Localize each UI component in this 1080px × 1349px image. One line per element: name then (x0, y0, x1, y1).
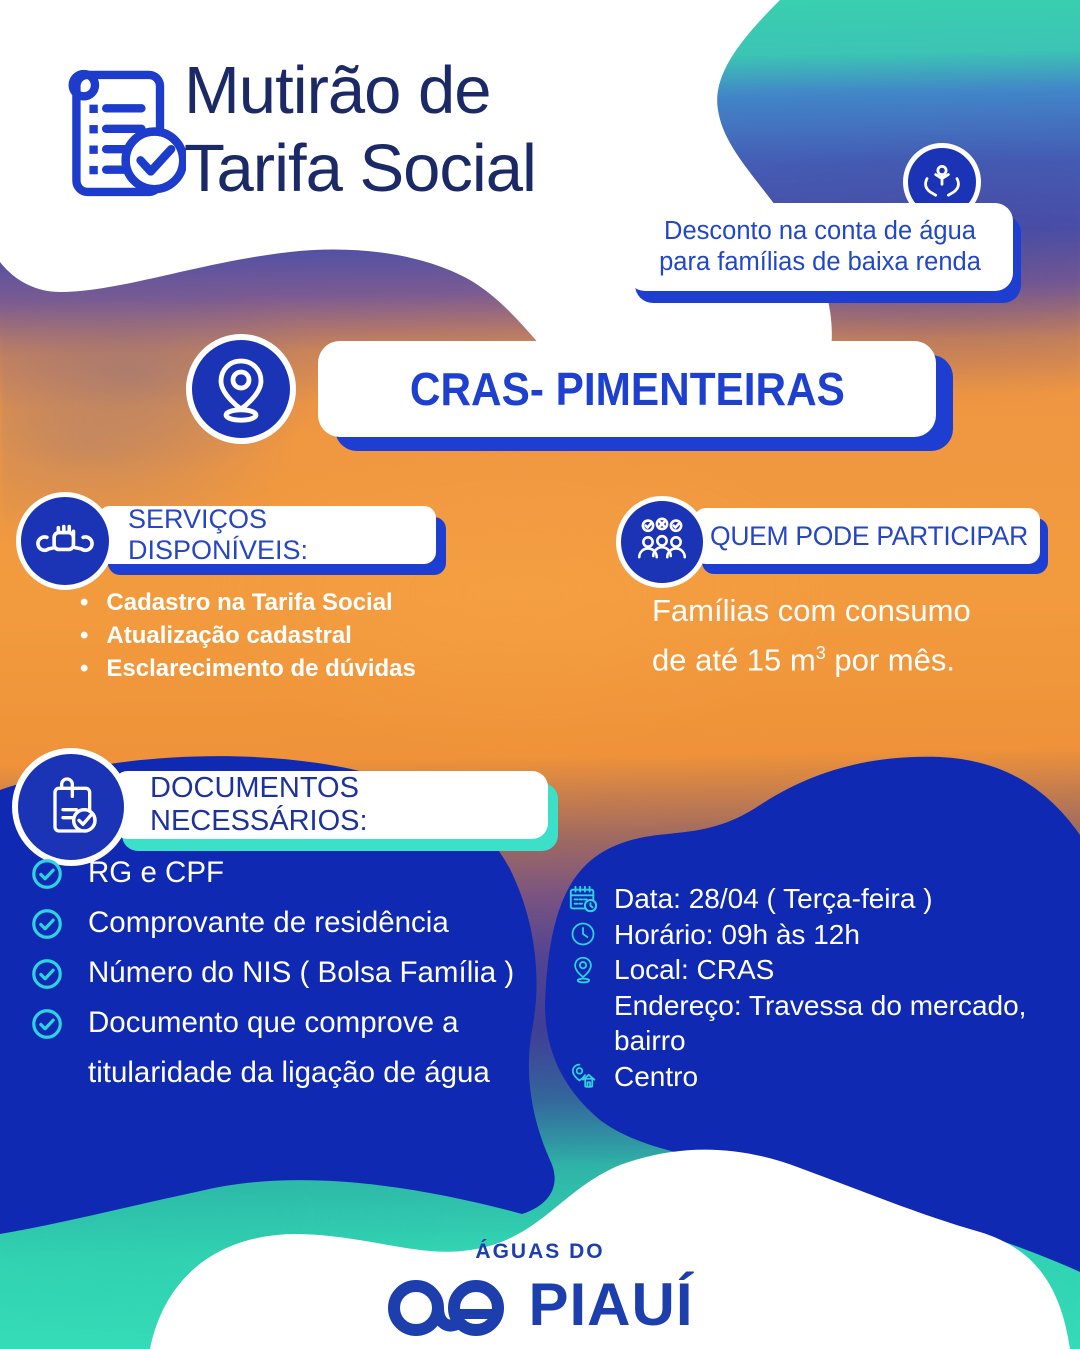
check-circle-icon (30, 907, 64, 941)
map-pin-icon (209, 355, 273, 423)
document-item-text: Documento que comprove a titularidade da ligação de água (88, 1006, 490, 1089)
hands-person-icon (919, 159, 965, 205)
documents-header-pill (112, 771, 548, 839)
check-circle-icon (30, 857, 64, 891)
event-info (566, 881, 1071, 1094)
participants-header-pill (694, 508, 1040, 564)
list-item (30, 848, 550, 898)
event-time-text: Horário: 09h às 12h (614, 918, 860, 950)
event-address-text: Endereço: Travessa do mercado, bairro (614, 989, 1027, 1056)
ae-logo-mark (386, 1268, 512, 1340)
people-group-icon (634, 514, 690, 570)
service-item-text: • Esclarecimento de dúvidas (106, 655, 416, 682)
event-place-text: Local: CRAS (614, 954, 775, 985)
service-item-text: • Atualização cadastral (106, 622, 352, 649)
participants-header-text: QUEM PODE PARTICIPAR (710, 520, 1028, 551)
event-time-row (566, 917, 1071, 953)
services-header-text: SERVIÇOS DISPONÍVEIS: (128, 504, 309, 565)
document-item-text: RG e CPF (88, 856, 225, 889)
participants-line2: de até 15 $m^3$ por mês. (652, 642, 955, 678)
list-item (80, 619, 416, 652)
participants-text (652, 590, 971, 681)
documents-header-text: DOCUMENTOS NECESSÁRIOS: (150, 772, 368, 837)
event-address-row (566, 988, 1071, 1059)
page-title (184, 52, 536, 208)
location-badge (186, 334, 296, 444)
services-badge (16, 492, 114, 590)
benefit-note-box (627, 203, 1013, 291)
documents-list (30, 848, 550, 1098)
location-banner (318, 341, 936, 437)
event-district-row (566, 1059, 1071, 1095)
title-line2: Tarifa Social (184, 131, 536, 206)
logo-row (0, 1268, 1080, 1340)
event-place-row (566, 952, 1071, 988)
logo-name: PIAUÍ (528, 1270, 694, 1338)
list-item (30, 898, 550, 948)
house-pin-icon (566, 1062, 600, 1092)
clock-icon (566, 920, 600, 948)
event-date-text: Data: 28/04 ( Terça-feira ) (614, 883, 933, 914)
location-banner-text: CRAS- PIMENTEIRAS (409, 363, 845, 415)
checklist-icon (56, 60, 186, 210)
list-item (80, 586, 416, 619)
check-circle-icon (30, 1007, 64, 1041)
benefit-note-text: Desconto na conta de água para famílias de baixa renda (659, 217, 981, 276)
participants-badge (616, 496, 708, 588)
service-item-text: • Cadastro na Tarifa Social (106, 589, 393, 616)
list-item (80, 652, 416, 685)
document-item-text: Número do NIS ( Bolsa Família ) (88, 956, 515, 989)
event-district-text: Centro (614, 1060, 699, 1092)
title-line1: Mutirão de (184, 53, 491, 128)
services-header-pill (98, 506, 436, 564)
participants-line1: Famílias com consumo (652, 593, 971, 628)
list-item (30, 948, 550, 998)
brand-logo (0, 1240, 1080, 1340)
logo-tagline: ÁGUAS DO (475, 1240, 605, 1263)
list-item (30, 998, 550, 1098)
document-item-text: Comprovante de residência (88, 906, 449, 939)
pin-icon (566, 955, 600, 985)
hand-wrench-icon (36, 512, 94, 570)
services-list (80, 586, 416, 685)
event-date-row (566, 881, 1071, 917)
calendar-icon (566, 884, 600, 914)
check-circle-icon (30, 957, 64, 991)
document-check-icon (39, 775, 103, 839)
